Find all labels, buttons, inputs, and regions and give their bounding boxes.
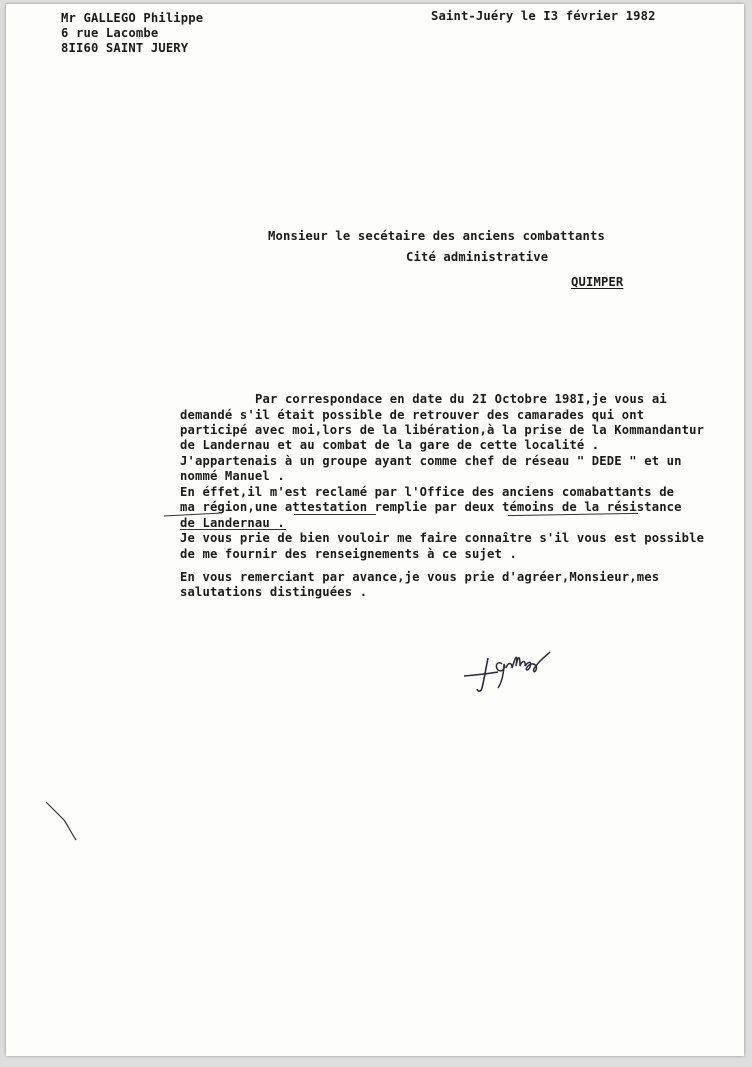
body-line-1: Par correspondace en date du 2I Octobre 198I,je vous ai — [255, 392, 667, 406]
body-line-5: J'appartenais à un groupe ayant comme chef de réseau " DEDE " et un — [180, 454, 682, 468]
body-line-3: participé avec moi,lors de la libération,à la prise de la Kommandantur — [180, 423, 705, 437]
body-line-6: nommé Manuel . — [180, 469, 285, 483]
date-line: Saint-Juéry le I3 février 1982 — [431, 9, 656, 23]
body-line-4: de Landernau et au combat de la gare de cette localité . — [180, 438, 600, 452]
sender-city: 8II60 SAINT JUERY — [61, 41, 189, 55]
body-line-2: demandé s'il était possible de retrouver des camarades qui ont — [180, 408, 645, 422]
closing-line-2: salutations distinguées . — [180, 585, 368, 599]
sender-name: Mr GALLEGO Philippe — [61, 11, 204, 25]
recipient-city: QUIMPER — [571, 275, 624, 289]
sender-street: 6 rue Lacombe — [61, 26, 159, 40]
closing-line-1: En vous remerciant par avance,je vous prie d'agréer,Monsieur,mes — [180, 570, 660, 584]
underline-mark — [294, 514, 376, 515]
body-line-9: de Landernau . — [180, 516, 285, 530]
underline-mark — [180, 529, 286, 530]
letter-page — [6, 4, 744, 1056]
body-line-11: de me fournir des renseignements à ce sujet . — [180, 547, 517, 561]
recipient-office: Cité administrative — [406, 250, 549, 264]
body-line-8: ma région,une attestation remplie par deux témoins de la résistance — [180, 500, 682, 514]
pen-scratch-mark — [42, 794, 82, 844]
body-line-10: Je vous prie de bien vouloir me faire connaître s'il vous est possible — [180, 531, 705, 545]
recipient-title: Monsieur le secétaire des anciens combattants — [268, 229, 605, 243]
body-line-7: En éffet,il m'est reclamé par l'Office des anciens comabattants de — [180, 485, 675, 499]
signature-image — [458, 642, 558, 698]
